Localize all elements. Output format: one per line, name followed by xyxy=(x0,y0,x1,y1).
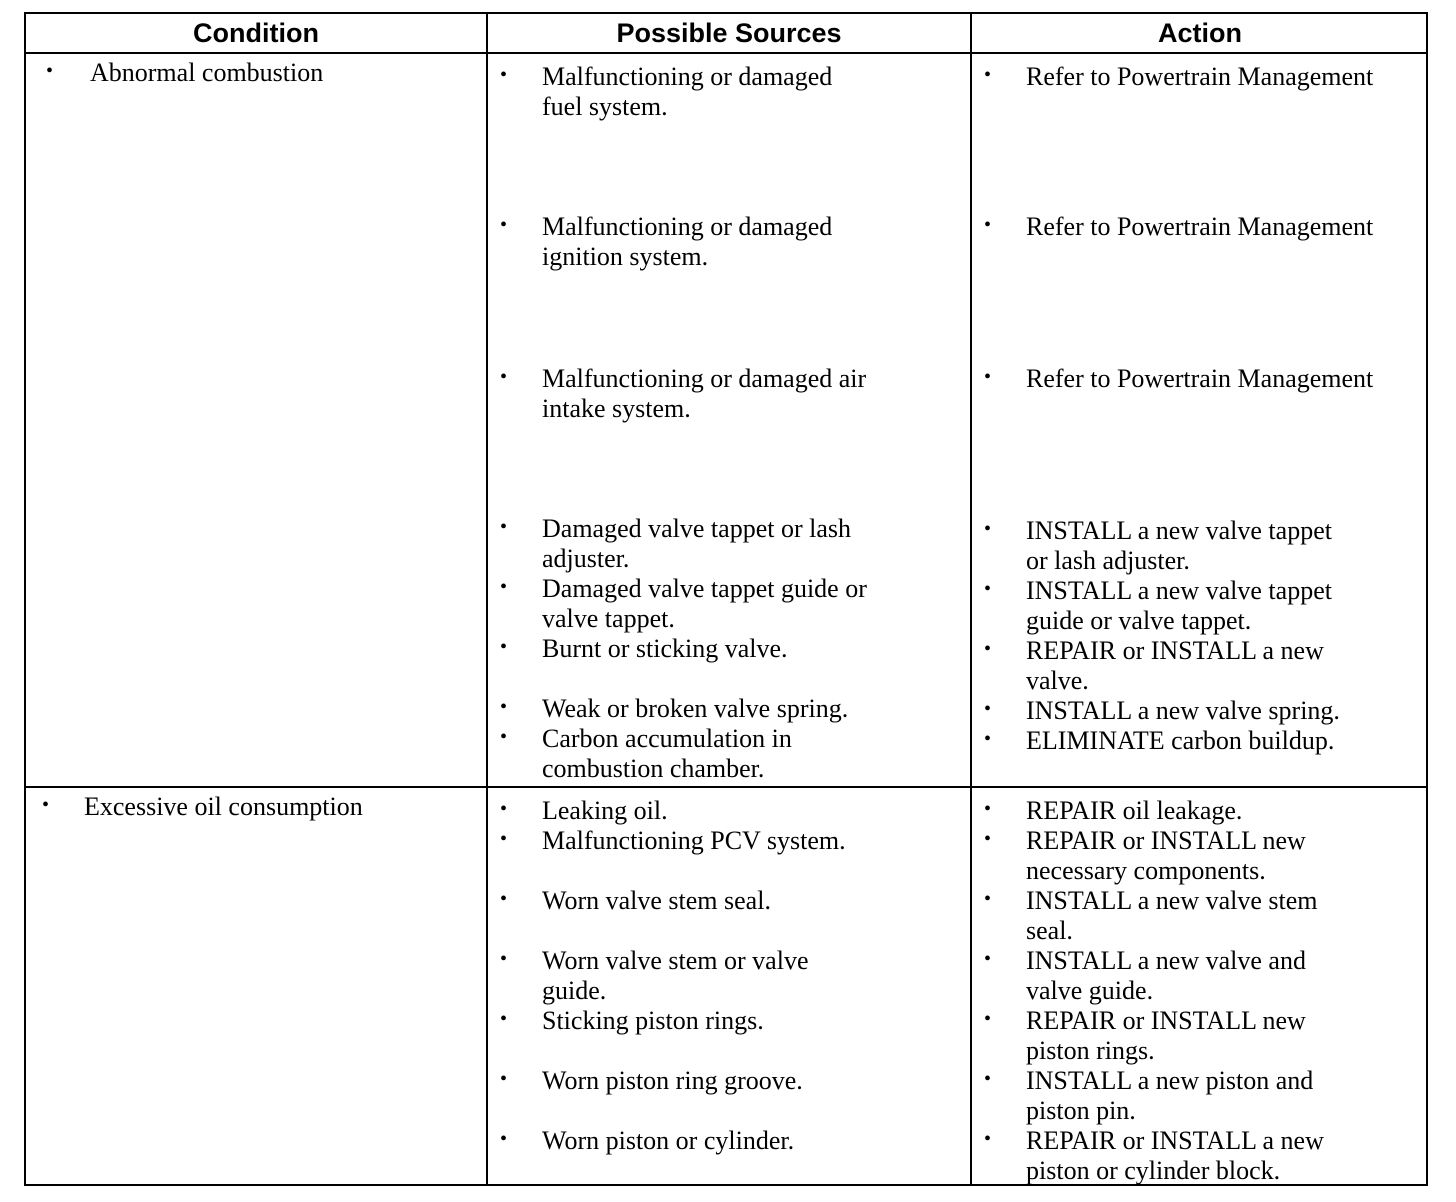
possible-source-item: Worn valve stem or valve guide. xyxy=(542,946,809,1005)
condition-text: Abnormal combustion xyxy=(90,58,324,87)
bullet-icon: • xyxy=(984,578,992,600)
possible-source-item: Carbon accumulation in combustion chamber. xyxy=(542,724,792,783)
bullet-icon: • xyxy=(500,726,508,748)
bullet-icon: • xyxy=(500,64,508,86)
bullet-icon: • xyxy=(984,828,992,850)
bullet-icon: • xyxy=(500,696,508,718)
bullet-icon: • xyxy=(500,366,508,388)
bullet-icon: • xyxy=(984,518,992,540)
action-item: REPAIR or INSTALL new necessary components. xyxy=(1026,826,1306,885)
action-item: Refer to Powertrain Management xyxy=(1026,364,1374,393)
condition-text: Excessive oil consumption xyxy=(84,792,363,821)
bullet-icon: • xyxy=(500,948,508,970)
bullet-icon: • xyxy=(500,576,508,598)
possible-source-item: Burnt or sticking valve. xyxy=(542,634,788,663)
action-item: INSTALL a new piston and piston pin. xyxy=(1026,1066,1314,1125)
action-item: INSTALL a new valve and valve guide. xyxy=(1026,946,1306,1005)
action-item: REPAIR oil leakage. xyxy=(1026,796,1243,825)
bullet-icon: • xyxy=(984,888,992,910)
header-condition: Condition xyxy=(193,18,319,48)
header-divider xyxy=(26,52,1426,54)
column-divider-2 xyxy=(970,14,972,1184)
bullet-icon: • xyxy=(500,828,508,850)
possible-source-item: Leaking oil. xyxy=(542,796,668,825)
action-item: REPAIR or INSTALL new piston rings. xyxy=(1026,1006,1306,1065)
bullet-icon: • xyxy=(500,516,508,538)
possible-source-item: Malfunctioning PCV system. xyxy=(542,826,846,855)
bullet-icon: • xyxy=(984,1008,992,1030)
action-item: INSTALL a new valve tappet guide or valve tappet. xyxy=(1026,576,1332,635)
possible-source-item: Malfunctioning or damaged ignition system. xyxy=(542,212,833,271)
possible-source-item: Damaged valve tappet guide or valve tappet. xyxy=(542,574,867,633)
bullet-icon: • xyxy=(984,64,992,86)
bullet-icon: • xyxy=(500,636,508,658)
action-item: INSTALL a new valve tappet or lash adjuster. xyxy=(1026,516,1332,575)
column-divider-1 xyxy=(486,14,488,1184)
action-item: ELIMINATE carbon buildup. xyxy=(1026,726,1335,755)
possible-source-item: Worn piston ring groove. xyxy=(542,1066,803,1095)
action-item: Refer to Powertrain Management xyxy=(1026,62,1374,91)
bullet-icon: • xyxy=(984,214,992,236)
possible-source-item: Malfunctioning or damaged fuel system. xyxy=(542,62,833,121)
action-item: INSTALL a new valve spring. xyxy=(1026,696,1340,725)
bullet-icon: • xyxy=(500,1008,508,1030)
possible-source-item: Damaged valve tappet or lash adjuster. xyxy=(542,514,851,573)
bullet-icon: • xyxy=(984,948,992,970)
bullet-icon: • xyxy=(984,1068,992,1090)
action-item: REPAIR or INSTALL a new piston or cylinder block. xyxy=(1026,1126,1324,1185)
bullet-icon: • xyxy=(500,214,508,236)
bullet-icon: • xyxy=(42,794,50,816)
bullet-icon: • xyxy=(500,888,508,910)
possible-source-item: Worn valve stem seal. xyxy=(542,886,771,915)
bullet-icon: • xyxy=(984,798,992,820)
bullet-icon: • xyxy=(984,698,992,720)
bullet-icon: • xyxy=(500,1068,508,1090)
action-item: Refer to Powertrain Management xyxy=(1026,212,1374,241)
bullet-icon: • xyxy=(500,798,508,820)
troubleshooting-table xyxy=(24,12,1428,1186)
action-item: INSTALL a new valve stem seal. xyxy=(1026,886,1318,945)
possible-source-item: Malfunctioning or damaged air intake system. xyxy=(542,364,867,423)
possible-source-item: Worn piston or cylinder. xyxy=(542,1126,795,1155)
header-action: Action xyxy=(1158,18,1242,48)
header-possible-sources: Possible Sources xyxy=(616,18,842,48)
possible-source-item: Weak or broken valve spring. xyxy=(542,694,849,723)
bullet-icon: • xyxy=(984,728,992,750)
row-divider xyxy=(26,786,1426,788)
possible-source-item: Sticking piston rings. xyxy=(542,1006,764,1035)
bullet-icon: • xyxy=(984,366,992,388)
bullet-icon: • xyxy=(500,1128,508,1150)
bullet-icon: • xyxy=(984,1128,992,1150)
bullet-icon: • xyxy=(46,60,54,82)
action-item: REPAIR or INSTALL a new valve. xyxy=(1026,636,1324,695)
bullet-icon: • xyxy=(984,638,992,660)
